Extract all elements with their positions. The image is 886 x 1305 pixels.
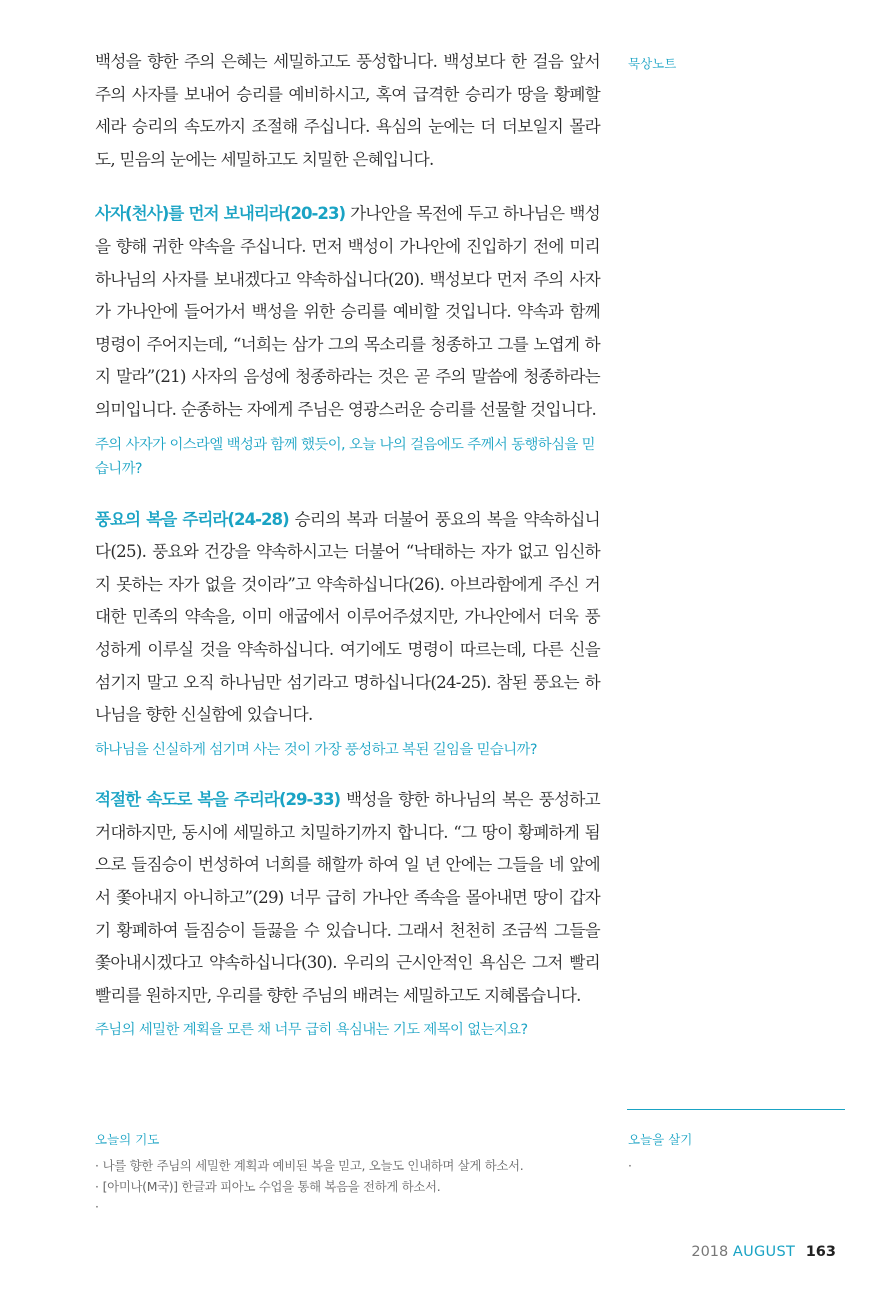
section-heading-1: 사자(천사)를 먼저 보내리라(20-23) (95, 204, 346, 224)
bullet: · (95, 1178, 99, 1194)
section-heading-2: 풍요의 복을 주리라(24-28) (95, 509, 289, 529)
footer-month: AUGUST (732, 1244, 796, 1260)
page-footer (691, 1244, 836, 1260)
prayer-text: [아미나(M국)] 한글과 피아노 수업을 통해 복음을 전하게 하소서. (102, 1178, 441, 1194)
section-body-1: 가나안을 목전에 두고 하나님은 백성을 향해 귀한 약속을 주십니다. 먼저 백성이 가나안에 진입하기 전에 미리 하나님의 사자를 보내겠다고 약속하십니다(20). 백성보다 먼저 주의 사자가 가나안에 들어가서 백성을 위한 승리를 예비할 것입니다. 약속과 함께 명령이 주어지는데, “너희는 삼가 그의 목소리를 청종하고 그를 노엽게 하지 말라”(21) 사자의 음성에 청종하라는 것은 곧 주의 말씀에 청종하라는 의미입니다. 순종하는 자에게 주님은 영광스러운 승리를 선물할 것입니다. (95, 204, 600, 419)
reflection-question-1: 주의 사자가 이스라엘 백성과 함께 했듯이, 오늘 나의 걸음에도 주께서 동행하심을 믿습니까? (95, 436, 595, 478)
prayer-title: 오늘의 기도 (95, 1132, 160, 1147)
living-item-blank[interactable] (628, 1156, 838, 1177)
prayer-text: 나를 향한 주님의 세밀한 계획과 예비된 복을 믿고, 오늘도 인내하며 살게 하소서. (102, 1158, 524, 1173)
footer-year: 2018 (691, 1244, 729, 1260)
reflection-question-3: 주님의 세밀한 계획을 모른 채 너무 급히 욕심내는 기도 제목이 없는지요? (95, 1022, 528, 1039)
intro-paragraph: 백성을 향한 주의 은혜는 세밀하고도 풍성합니다. 백성보다 한 걸음 앞서 주의 사자를 보내어 승리를 예비하시고, 혹여 급격한 승리가 땅을 황폐할세라 승리의 속도까지 조절해 주십니다. 욕심의 눈에는 더 더보일지 몰라도, 믿음의 눈에는 세밀하고도 치밀한 은혜입니다. (95, 52, 600, 169)
prayer-item (95, 1177, 615, 1198)
prayer-item-blank[interactable] (95, 1197, 615, 1218)
spacer (95, 176, 600, 198)
section-paragraph-1 (95, 198, 600, 426)
spacer (95, 762, 600, 784)
section-paragraph-2 (95, 504, 600, 732)
section-body-3: 백성을 향한 하나님의 복은 풍성하고 거대하지만, 동시에 세밀하고 치밀하기까지 합니다. “그 땅이 황폐하게 됨으로 들짐승이 번성하여 너희를 해할까 하여 일 년 안에는 그들을 네 앞에서 쫓아내지 아니하고”(29) 너무 급히 가나안 족속을 몰아내면 땅이 갑자기 황폐하여 들짐승이 들끓을 수 있습니다. 그래서 천천히 조금씩 그들을 쫓아내시겠다고 약속하십니다(30). 우리의 근시안적인 욕심은 그저 빨리 빨리를 원하지만, 우리를 향한 주님의 배려는 세밀하고도 지혜롭습니다. (95, 790, 600, 1005)
prayer-item (95, 1156, 615, 1177)
section-body-2: 승리의 복과 더불어 풍요의 복을 약속하십니다(25). 풍요와 건강을 약속하시고는 더불어 “낙태하는 자가 없고 임신하지 못하는 자가 없을 것이라”고 약속하십니다(26). 아브라함에게 주신 거대한 민족의 약속을, 이미 애굽에서 이루어주셨지만, 가나안에서 더욱 풍성하게 이루실 것을 약속하십니다. 여기에도 명령이 따르는데, 다른 신을 섬기지 말고 오직 하나님만 섬기라고 명하십니다(24-25). 참된 풍요는 하나님을 향한 신실함에 있습니다. (95, 509, 601, 725)
section-heading-3: 적절한 속도로 복을 주리라(29-33) (95, 790, 341, 810)
section-paragraph-3 (95, 784, 600, 1012)
divider-line (627, 1109, 845, 1110)
bullet: · (95, 1199, 99, 1214)
main-content (95, 46, 600, 1043)
spacer (95, 482, 600, 504)
living-today (628, 1130, 838, 1177)
page-number: 163 (805, 1244, 836, 1260)
bullet: · (95, 1158, 99, 1173)
meditation-note-label: 묵상노트 (628, 56, 677, 71)
reflection-question-2: 하나님을 신실하게 섬기며 사는 것이 가장 풍성하고 복된 길임을 믿습니까? (95, 741, 537, 758)
living-title: 오늘을 살기 (628, 1132, 693, 1147)
bullet: · (628, 1158, 632, 1173)
todays-prayer (95, 1130, 615, 1218)
